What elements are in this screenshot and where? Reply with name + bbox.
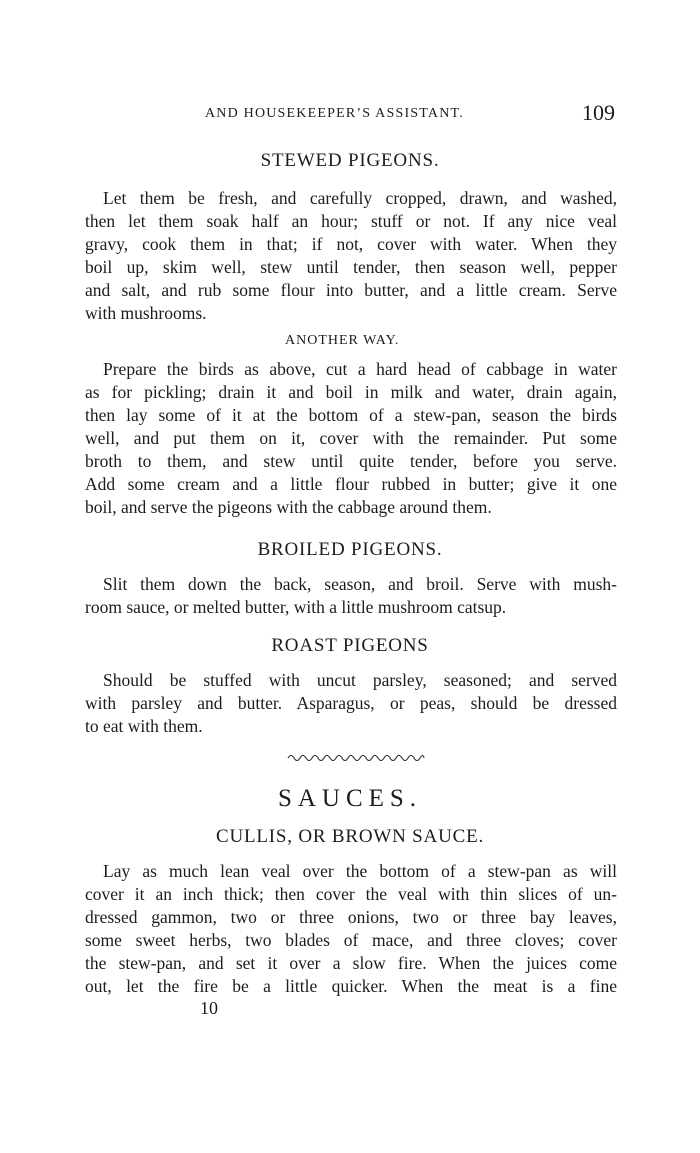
- text-line: room sauce, or melted butter, with a little mushroom catsup.: [85, 597, 507, 617]
- recipe-subheading-another-way: ANOTHER WAY.: [285, 333, 400, 348]
- recipe-heading-stewed-pigeons: STEWED PIGEONS.: [260, 150, 440, 171]
- signature-mark: 10: [200, 998, 218, 1018]
- running-title: AND HOUSEKEEPER’S ASSISTANT.: [205, 106, 464, 121]
- text-line: Prepare the birds as above, cut a hard head of cabbage in water: [103, 359, 617, 379]
- text-line: dressed gammon, two or three onions, two or three bay leaves,: [85, 907, 617, 927]
- text-line: cover it an inch thick; then cover the veal with thin slices of un-: [85, 884, 617, 904]
- text-line: boil up, skim well, stew until tender, then season well, pepper: [85, 257, 617, 277]
- text-line: boil, and serve the pigeons with the cabbage around them.: [85, 497, 492, 517]
- text-line: Should be stuffed with uncut parsley, seasoned; and served: [103, 670, 617, 690]
- text-line: as for pickling; drain it and boil in milk and water, drain again,: [85, 382, 617, 402]
- text-line: broth to them, and stew until quite tender, before you serve.: [85, 451, 617, 471]
- text-line: to eat with them.: [85, 716, 203, 736]
- text-line: some sweet herbs, two blades of mace, and three cloves; cover: [85, 930, 617, 950]
- text-line: Let them be fresh, and carefully cropped, drawn, and washed,: [103, 188, 617, 208]
- recipe-text-another-way: [85, 358, 617, 519]
- recipe-text-roast-pigeons: [85, 669, 617, 738]
- page-number: 109: [582, 100, 615, 125]
- recipe-heading-roast-pigeons: ROAST PIGEONS: [271, 635, 429, 656]
- text-line: with mushrooms.: [85, 303, 207, 323]
- text-line: Add some cream and a little flour rubbed in butter; give it one: [85, 474, 617, 494]
- recipe-text-stewed-pigeons: [85, 187, 617, 325]
- text-line: then let them soak half an hour; stuff or not. If any nice veal: [85, 211, 617, 231]
- recipe-text-cullis: [85, 860, 617, 998]
- text-line: Lay as much lean veal over the bottom of a stew-pan as will: [103, 861, 617, 881]
- text-line: well, and put them on it, cover with the remainder. Put some: [85, 428, 617, 448]
- text-line: Slit them down the back, season, and broil. Serve with mush-: [103, 574, 617, 594]
- text-line: with parsley and butter. Asparagus, or peas, should be dressed: [85, 693, 617, 713]
- text-line: then lay some of it at the bottom of a stew-pan, season the birds: [85, 405, 617, 425]
- text-line: gravy, cook them in that; if not, cover with water. When they: [85, 234, 617, 254]
- text-line: and salt, and rub some flour into butter, and a little cream. Serve: [85, 280, 617, 300]
- wavy-rule-ornament: [286, 752, 426, 764]
- recipe-text-broiled-pigeons: [85, 573, 617, 619]
- text-line: the stew-pan, and set it over a slow fire. When the juices come: [85, 953, 617, 973]
- recipe-heading-cullis: CULLIS, OR BROWN SAUCE.: [215, 826, 485, 847]
- running-head: [0, 100, 700, 128]
- recipe-heading-broiled-pigeons: BROILED PIGEONS.: [257, 539, 443, 560]
- text-line: out, let the fire be a little quicker. When the meat is a fine: [85, 976, 617, 996]
- section-title-sauces: SAUCES.: [277, 785, 423, 812]
